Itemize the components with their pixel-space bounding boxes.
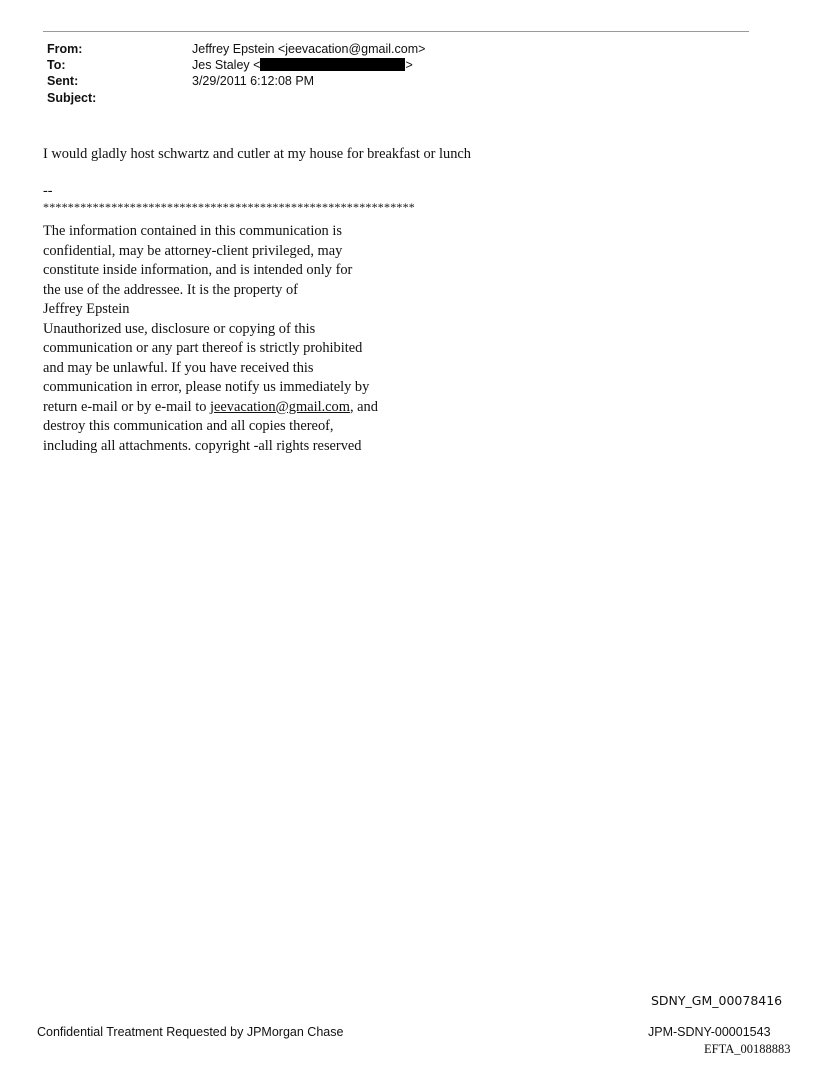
disclaimer-line: including all attachments. copyright -all rights reserved xyxy=(43,437,362,454)
sent-value: 3/29/2011 6:12:08 PM xyxy=(192,74,315,88)
disclaimer-text: return e-mail or by e-mail to xyxy=(43,398,211,415)
disclaimer-line: communication or any part thereof is strictly prohibited xyxy=(43,340,363,356)
to-name: Jes Staley < xyxy=(192,58,261,72)
signature-separator: -- xyxy=(43,183,53,199)
disclaimer-line xyxy=(43,398,378,418)
disclaimer-line: Jeffrey Epstein xyxy=(43,301,130,317)
disclaimer-line: confidential, may be attorney-client privileged, may xyxy=(43,242,343,259)
header-divider xyxy=(43,31,749,32)
redaction-box xyxy=(260,58,405,71)
disclaimer-line: the use of the addressee. It is the property of xyxy=(43,281,298,298)
confidential-treatment-footer: Confidential Treatment Requested by JPMorgan Chase xyxy=(37,1025,344,1039)
disclaimer-line: destroy this communication and all copies thereof, xyxy=(43,418,334,434)
disclaimer-line: constitute inside information, and is intended only for xyxy=(43,262,353,278)
from-label: From: xyxy=(47,42,83,56)
disclaimer-line: and may be unlawful. If you have received this xyxy=(43,359,314,376)
jpm-bates-number: JPM-SDNY-00001543 xyxy=(648,1025,771,1039)
sdny-bates-stamp: SDNY_GM_00078416 xyxy=(651,993,783,1008)
subject-label: Subject: xyxy=(47,91,97,105)
from-value: Jeffrey Epstein <jeevacation@gmail.com> xyxy=(192,42,426,56)
to-label: To: xyxy=(47,58,66,72)
message-body: I would gladly host schwartz and cutler at my house for breakfast or lunch xyxy=(43,146,471,162)
disclaimer-line: communication in error, please notify us immediately by xyxy=(43,379,370,395)
efta-bates-number: EFTA_00188883 xyxy=(704,1042,791,1056)
email-link[interactable]: jeevacation@gmail.com xyxy=(210,398,350,415)
disclaimer-line: Unauthorized use, disclosure or copying of this xyxy=(43,320,316,337)
confidentiality-disclaimer xyxy=(43,222,378,456)
to-close-bracket: > xyxy=(405,58,413,72)
to-value xyxy=(192,58,413,72)
sent-label: Sent: xyxy=(47,74,79,88)
disclaimer-line: The information contained in this communication is xyxy=(43,223,342,239)
disclaimer-text: , and xyxy=(349,398,378,415)
signature-stars: ************************************************************ xyxy=(43,200,415,214)
